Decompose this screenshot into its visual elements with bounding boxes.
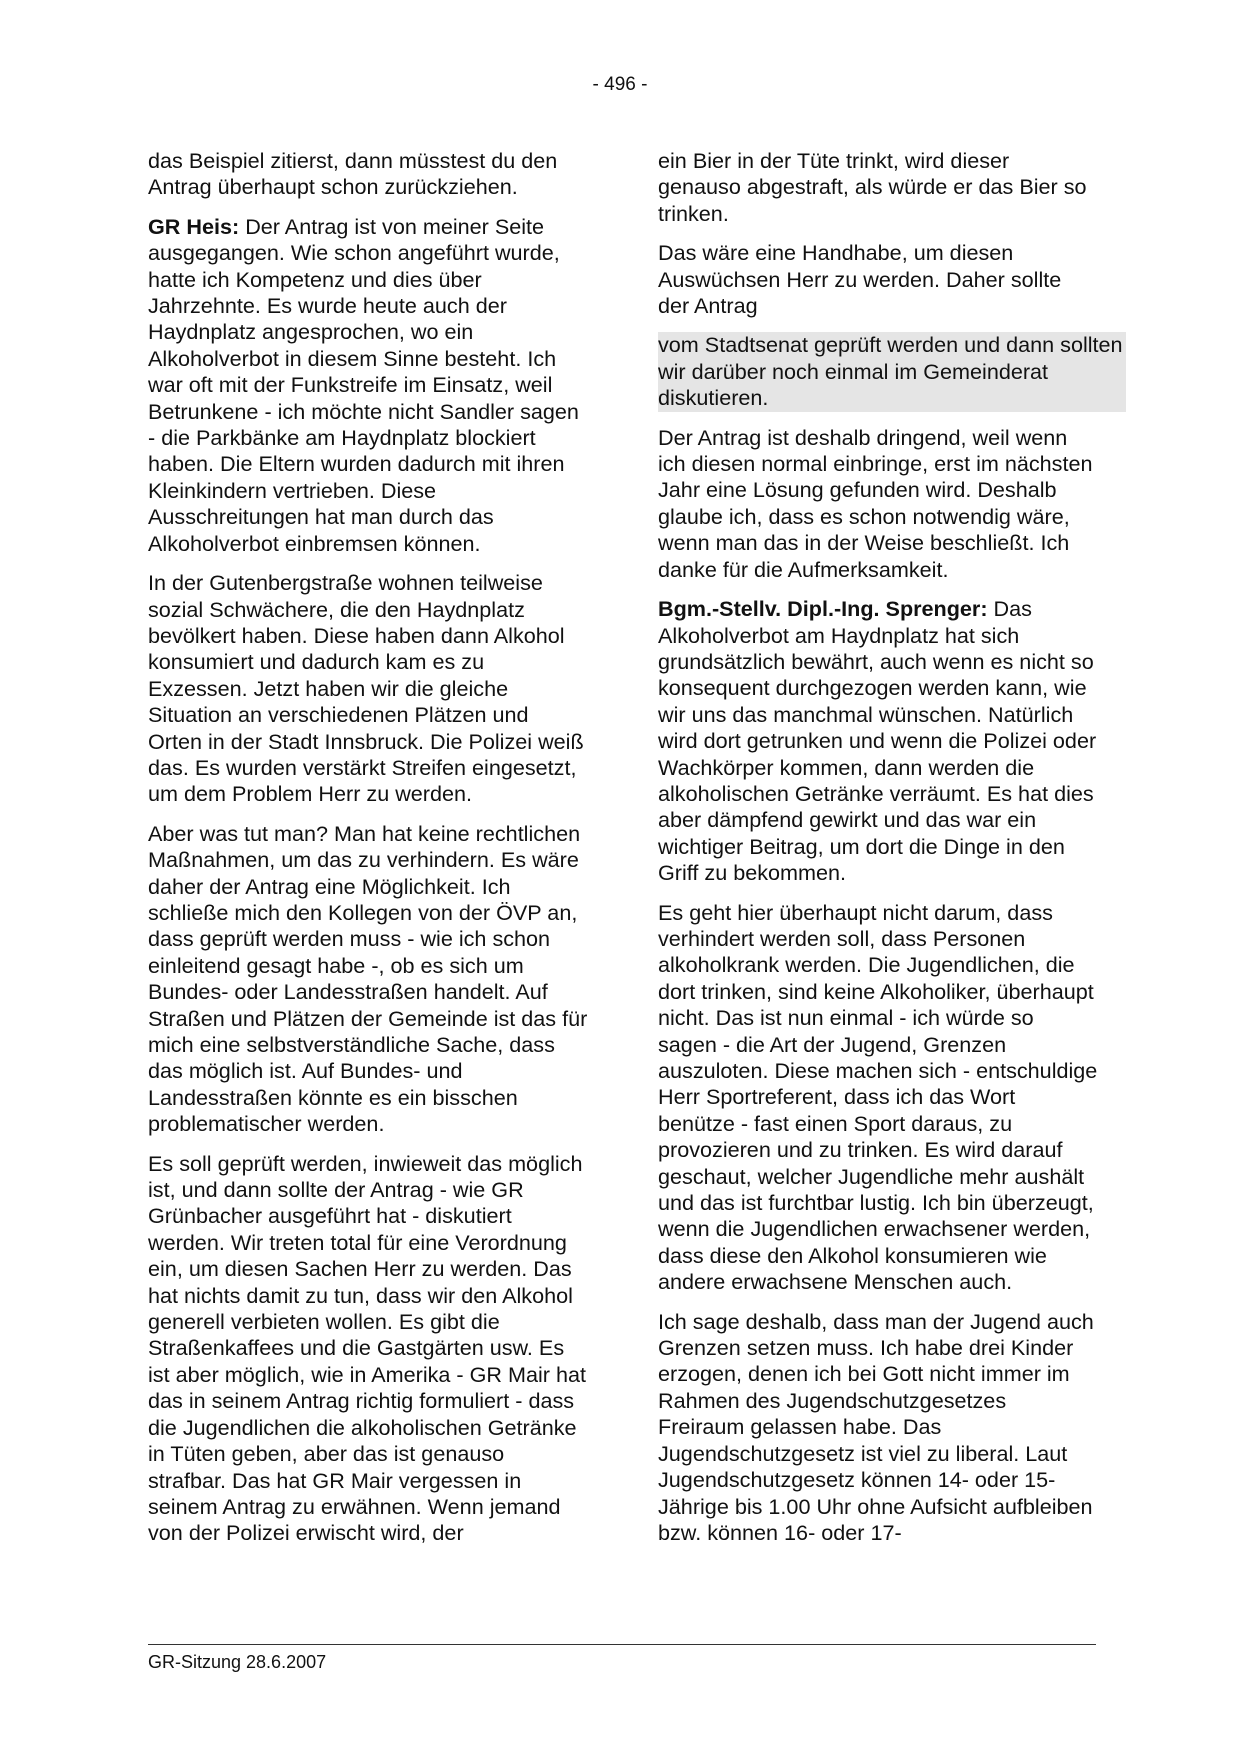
speech-text: Der Antrag ist von meiner Seite ausgegangen. Wie schon angeführt wurde, hatte ich Kompetenz und dies über Jahrzehnte. Es wurde heute auch der Haydnplatz angesprochen, wo ein Alkoholverbot in diesem Sinne besteht. Ich war oft mit der Funkstreife im Einsatz, weil Betrunkene - ich möchte nicht Sandler sagen - die Parkbänke am Haydnplatz blockiert haben. Die Eltern wurden dadurch mit ihren Kleinkindern vertrieben. Diese Ausschreitungen hat man durch das Alkoholverbot einbremsen können.	[148, 213, 579, 556]
paragraph: Es soll geprüft werden, inwieweit das möglich ist, und dann sollte der Antrag - wie GR Grünbacher ausgeführt hat - diskutiert werden. Wir treten total für eine Verordnung ein, um diesen Sachen Herr zu werden. Das hat nichts damit zu tun, dass wir den Alkohol generell verbieten wollen. Es gibt die Straßenkaffees und die Gastgärten usw. Es ist aber möglich, wie in Amerika - GR Mair hat das in seinem Antrag richtig formuliert - dass die Jugendlichen die alkoholischen Getränke in Tüten geben, aber das ist genauso strafbar. Das hat GR Mair vergessen in seinem Antrag zu erwähnen. Wenn jemand von der Polizei erwischt wird, der	[148, 1150, 587, 1546]
paragraph: das Beispiel zitierst, dann müsstest du den Antrag überhaupt schon zurückziehen.	[148, 148, 558, 200]
highlighted-paragraph: vom Stadtsenat geprüft werden und dann sollten wir darüber noch einmal im Gemeinderat diskutieren.	[658, 332, 1126, 411]
paragraph: Ich sage deshalb, dass man der Jugend auch Grenzen setzen muss. Ich habe drei Kinder erzogen, denen ich bei Gott nicht immer im Rahmen des Jugendschutzgesetzes Freiraum gelassen habe. Das Jugendschutzgesetz ist viel zu liberal. Laut Jugendschutzgesetz können 14- oder 15-Jährige bis 1.00 Uhr ohne Aufsicht aufbleiben bzw. können 16- oder 17-	[658, 1308, 1094, 1545]
paragraph	[148, 214, 588, 557]
speaker-name: GR Heis:	[148, 213, 240, 239]
paragraph: Es geht hier überhaupt nicht darum, dass verhindert werden soll, dass Personen alkoholkrank werden. Die Jugendlichen, die dort trinken, sind keine Alkoholiker, überhaupt nicht. Das ist nun einmal - ich würde so sagen - die Art der Jugend, Grenzen auszuloten. Diese machen sich - entschuldige Herr Sportreferent, dass ich das Wort benütze - fast einen Sport daraus, zu provozieren und zu trinken. Es wird darauf geschaut, welcher Jugendliche mehr aushält und das ist furchtbar lustig. Ich bin überzeugt, wenn die Jugendlichen erwachsener werden, dass diese den Alkohol konsumieren wie andere erwachsene Menschen auch.	[658, 899, 1098, 1295]
speech-text: Das Alkoholverbot am Haydnplatz hat sich grundsätzlich bewährt, auch wenn es nicht so konsequent durchgezogen werden kann, wie wir uns das manchmal wünschen. Natürlich wird dort getrunken und wenn die Polizei oder Wachkörper kommen, dann werden die alkoholischen Getränke verräumt. Es hat dies aber dämpfend gewirkt und das war ein wichtiger Beitrag, um dort die Dinge in den Griff zu bekommen.	[658, 596, 1097, 886]
paragraph: ein Bier in der Tüte trinkt, wird dieser genauso abgestraft, als würde er das Bier so trinken.	[658, 148, 1087, 226]
paragraph: Aber was tut man? Man hat keine rechtlichen Maßnahmen, um das zu verhindern. Es wäre daher der Antrag eine Möglichkeit. Ich schließe mich den Kollegen von der ÖVP an, dass geprüft werden muss - wie ich schon einleitend gesagt habe -, ob es sich um Bundes- oder Landesstraßen handelt. Auf Straßen und Plätzen der Gemeinde ist das für mich eine selbstverständliche Sache, dass das möglich ist. Auf Bundes- und Landesstraßen könnte es ein bisschen problematischer werden.	[148, 820, 588, 1137]
paragraph: In der Gutenbergstraße wohnen teilweise sozial Schwächere, die den Haydnplatz bevölkert haben. Diese haben dann Alkohol konsumiert und dadurch kam es zu Exzessen. Jetzt haben wir die gleiche Situation an verschiedenen Plätzen und Orten in der Stadt Innsbruck. Die Polizei weiß das. Es wurden verstärkt Streifen eingesetzt, um dem Problem Herr zu werden.	[148, 570, 584, 807]
page-number: - 496 -	[592, 74, 648, 95]
paragraph: Der Antrag ist deshalb dringend, weil wenn ich diesen normal einbringe, erst im nächsten Jahr eine Lösung gefunden wird. Deshalb glaube ich, dass es schon notwendig wäre, wenn man das in der Weise beschließt. Ich danke für die Aufmerksamkeit.	[658, 424, 1093, 582]
footer-session-date: GR-Sitzung 28.6.2007	[148, 1652, 327, 1672]
speaker-name: Bgm.-Stellv. Dipl.-Ing. Sprenger:	[658, 596, 988, 622]
paragraph: Das wäre eine Handhabe, um diesen Auswüchsen Herr zu werden. Daher sollte der Antrag	[658, 240, 1062, 319]
paragraph	[658, 596, 1098, 886]
footer-divider	[148, 1644, 1096, 1645]
left-column	[148, 148, 588, 1560]
right-column	[658, 148, 1123, 1559]
